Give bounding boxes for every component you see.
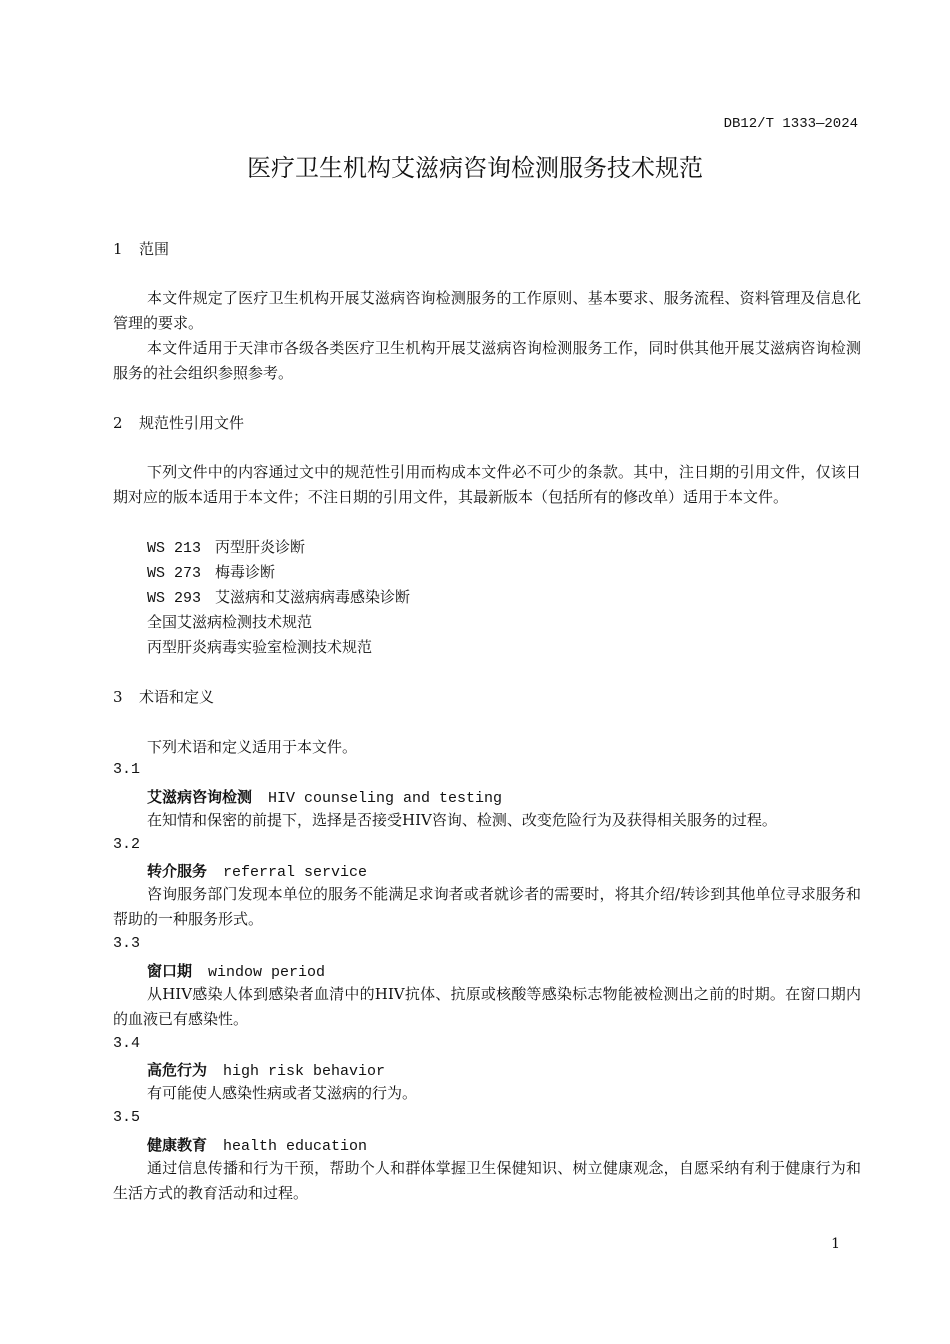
term-heading [147,1059,385,1080]
section-1-heading [113,238,169,259]
term-number: 3.2 [113,836,141,853]
term-definition: 咨询服务部门发现本单位的服务不能满足求询者或者就诊者的需要时，将其介绍/转诊到其他单位寻求服务和帮助的一种服务形式。 [113,885,861,928]
reference-code: WS 213 [147,540,202,557]
term-definition: 通过信息传播和行为干预，帮助个人和群体掌握卫生保健知识、树立健康观念，自愿采纳有利于健康行为和生活方式的教育活动和过程。 [113,1159,861,1202]
section-number: 1 [113,240,123,258]
term-en: high risk behavior [223,1063,386,1080]
term-zh: 艾滋病咨询检测 [147,788,253,806]
scope-paragraph-2: 本文件适用于天津市各级各类医疗卫生机构开展艾滋病咨询检测服务工作，同时供其他开展艾滋病咨询检测服务的社会组织参照参考。 [113,339,861,382]
term-zh: 窗口期 [147,962,193,980]
section-number: 2 [113,414,123,432]
reference-item [147,611,312,632]
reference-title: 丙型肝炎病毒实验室检测技术规范 [147,638,373,656]
section-title: 范围 [139,240,170,258]
term-definition: 在知情和保密的前提下，选择是否接受HIV咨询、检测、改变危险行为及获得相关服务的过程。 [147,811,777,829]
reference-item [147,561,275,582]
term-heading [147,960,325,981]
section-2-heading [113,412,244,433]
term-heading [147,786,502,807]
term-number: 3.4 [113,1035,141,1052]
term-en: window period [208,964,326,981]
term-en: HIV counseling and testing [268,790,503,807]
document-title: 医疗卫生机构艾滋病咨询检测服务技术规范 [247,154,703,182]
reference-item [147,536,305,557]
term-heading [147,1134,367,1155]
term-definition: 有可能使人感染性病或者艾滋病的行为。 [147,1084,418,1102]
term-en: health education [223,1138,368,1155]
reference-item [147,636,372,657]
term-en: referral service [223,864,368,881]
term-number: 3.5 [113,1109,141,1126]
reference-title: 艾滋病和艾滋病病毒感染诊断 [215,588,411,606]
term-heading [147,860,367,881]
section-number: 3 [113,688,123,706]
reference-title: 丙型肝炎诊断 [215,538,306,556]
term-definition: 从HIV感染人体到感染者血清中的HIV抗体、抗原或核酸等感染标志物能被检测出之前的时期。在窗口期内的血液已有感染性。 [113,985,861,1028]
reference-code: WS 293 [147,590,202,607]
term-zh: 转介服务 [147,862,208,880]
reference-title: 全国艾滋病检测技术规范 [147,613,313,631]
term-number: 3.3 [113,935,141,952]
section-title: 规范性引用文件 [139,414,245,432]
normative-references-intro: 下列文件中的内容通过文中的规范性引用而构成本文件必不可少的条款。其中，注日期的引用文件，仅该日期对应的版本适用于本文件；不注日期的引用文件，其最新版本（包括所有的修改单）适用于本文件。 [113,463,861,506]
reference-title: 梅毒诊断 [215,563,276,581]
term-zh: 健康教育 [147,1136,208,1154]
section-3-heading [113,686,214,707]
term-number: 3.1 [113,761,141,778]
reference-code: WS 273 [147,565,202,582]
standard-code: DB12/T 1333—2024 [723,116,858,132]
scope-paragraph-1: 本文件规定了医疗卫生机构开展艾滋病咨询检测服务的工作原则、基本要求、服务流程、资料管理及信息化管理的要求。 [113,289,861,332]
term-zh: 高危行为 [147,1061,208,1079]
terms-intro: 下列术语和定义适用于本文件。 [147,738,358,756]
section-title: 术语和定义 [139,688,215,706]
page-number: 1 [831,1236,840,1252]
reference-item [147,586,410,607]
